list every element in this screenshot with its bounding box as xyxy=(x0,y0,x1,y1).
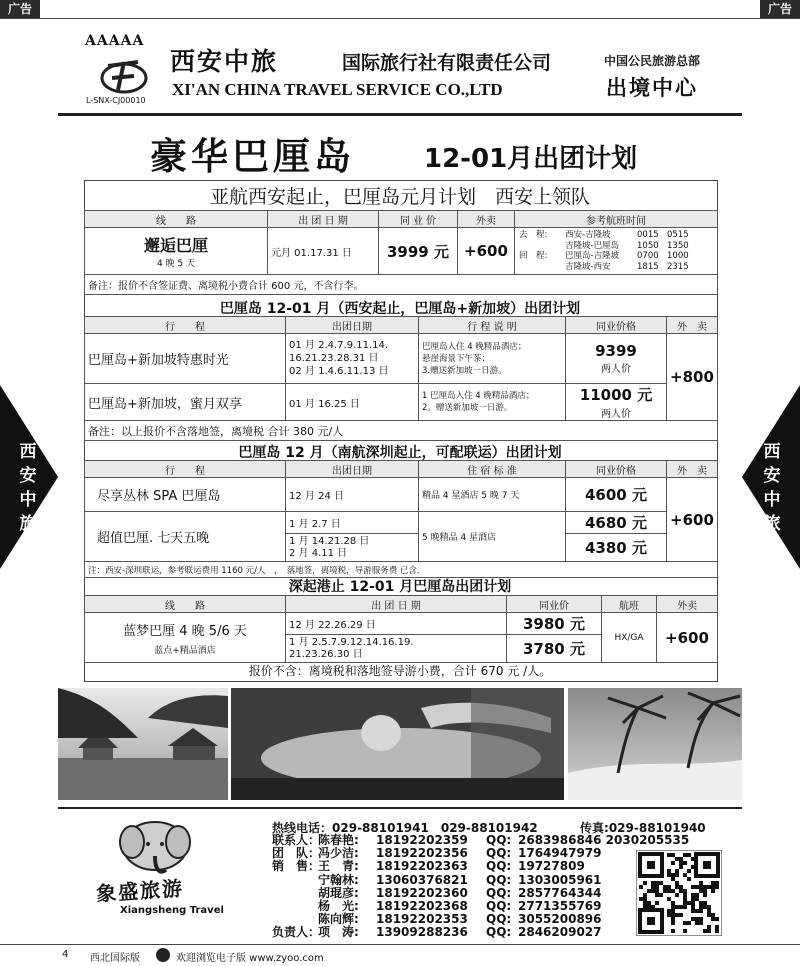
side-label-right: 西安中旅 xyxy=(763,442,781,534)
contact-qq: 2846209027 xyxy=(518,925,602,940)
qr-module xyxy=(683,873,687,877)
photo-villa-pool xyxy=(58,688,228,800)
qr-module xyxy=(671,913,675,917)
sec4-table xyxy=(84,595,718,663)
qr-module xyxy=(651,889,655,893)
sec3-row2-route: 超值巴厘. 七天五晚 xyxy=(85,512,286,562)
qr-module xyxy=(679,889,683,893)
sec3-note: 注：西安-深圳联运，参考联运费用 1160 元/人 ， 落地签，离境税，导游服务费 已含. xyxy=(85,562,718,578)
qr-module xyxy=(703,893,707,897)
sec2-row2-route: 巴厘岛+新加坡，蜜月双享 xyxy=(85,384,286,421)
company-name-en: XI'AN CHINA TRAVEL SERVICE CO.,LTD xyxy=(172,80,503,99)
qr-module xyxy=(679,885,683,889)
sec4-extra: +600 xyxy=(657,613,718,663)
contact-phone: 18192202368 xyxy=(376,898,468,913)
sec3-row1-hotel: 精品 4 星酒店 5 晚 7 天 xyxy=(419,478,566,512)
contact-role: 负责人： xyxy=(272,925,321,940)
sec2-row1-price-unit: 两人价 xyxy=(601,364,631,375)
qr-module xyxy=(707,929,711,933)
qr-module xyxy=(715,885,719,889)
contact-row xyxy=(272,887,668,900)
dept-big: 出境中心 xyxy=(606,76,698,100)
flight-t2: 1000 xyxy=(667,251,689,261)
contact-role xyxy=(272,874,318,887)
contact-qq: 1303005961 xyxy=(518,872,602,887)
qr-module xyxy=(699,905,703,909)
qr-module xyxy=(695,909,699,913)
qr-module xyxy=(683,905,687,909)
flight-t1: 1815 xyxy=(637,261,659,272)
qr-module xyxy=(643,893,647,897)
contact-role xyxy=(272,887,318,900)
qr-module xyxy=(691,909,695,913)
sec2-row1-price-cell xyxy=(566,334,667,384)
qr-module xyxy=(675,857,679,861)
contact-name: 陈春艳: xyxy=(318,833,359,847)
contact-qq: 2771355769 xyxy=(518,898,602,913)
contact-phone: 13060376821 xyxy=(376,872,468,887)
qr-module xyxy=(695,893,699,897)
flight-label xyxy=(519,262,565,273)
photo-beach-palms xyxy=(568,688,742,800)
company-logo xyxy=(98,52,150,96)
sec2-row1-desc: 巴厘岛入住 4 晚精品酒店； 悬崖海景下午茶； 3.赠送新加坡一日游。 xyxy=(419,334,566,384)
qr-module xyxy=(667,913,671,917)
sec4-route-cell xyxy=(85,613,286,663)
qr-module xyxy=(647,889,651,893)
contact-qq-label: QQ: xyxy=(486,925,512,940)
sec4-route-sub: 蓝点+精品酒店 xyxy=(154,645,216,656)
qr-module xyxy=(699,921,703,925)
qr-module xyxy=(683,893,687,897)
contact-qq-label: QQ: xyxy=(486,859,512,874)
sec3-row1-price: 4600 元 xyxy=(566,478,667,512)
company-name-cn: 国际旅行社有限责任公司 xyxy=(342,52,552,74)
header-divider xyxy=(58,113,742,116)
sec2-header-route: 行 程 xyxy=(85,317,286,334)
qr-module xyxy=(671,929,675,933)
contact-phone: 13909288236 xyxy=(376,925,468,940)
qr-module xyxy=(691,885,695,889)
sec1-price: 3999 元 xyxy=(379,228,458,275)
agency-name: 象盛旅游 xyxy=(95,875,185,907)
qr-module xyxy=(671,853,675,857)
sec4-header-flight: 航班 xyxy=(602,596,657,613)
qr-module xyxy=(699,901,703,905)
qr-module xyxy=(687,853,691,857)
fax-label: 传真: xyxy=(580,821,609,835)
sec3-row2-date-a: 1 月 2.7 日 xyxy=(286,512,419,534)
contact-qq-label: QQ: xyxy=(486,898,512,913)
qr-module xyxy=(671,909,675,913)
sec3-header-route: 行 程 xyxy=(85,461,286,478)
qr-module xyxy=(691,893,695,897)
qr-module xyxy=(679,861,683,865)
rating: AAAAA xyxy=(85,33,145,49)
contact-row xyxy=(272,926,668,939)
contact-name: 杨 光: xyxy=(318,898,359,913)
sec4-date-b: 1 月 2.5.7.9.12.14.16.19. 21.23.26.30 日 xyxy=(286,635,507,663)
sec4-flight: HX/GA xyxy=(602,613,657,663)
qr-module xyxy=(683,929,687,933)
sec4-header-extra: 外卖 xyxy=(657,596,718,613)
qr-module xyxy=(667,909,671,913)
sec3-extra: +600 xyxy=(667,478,718,562)
sec3-row2-price-a: 4680 元 xyxy=(566,512,667,534)
qr-module xyxy=(699,909,703,913)
qr-module xyxy=(699,889,703,893)
qr-module xyxy=(683,901,687,905)
qr-module xyxy=(671,861,675,865)
flight-t2: 2315 xyxy=(667,261,689,272)
contact-name: 胡琨彦: xyxy=(318,885,359,900)
contact-role: 团 队： xyxy=(272,846,321,861)
qr-module xyxy=(703,901,707,905)
sec2-row1-route: 巴厘岛+新加坡特惠时光 xyxy=(85,334,286,384)
qr-module xyxy=(715,881,719,885)
sec2-note: 备注：以上报价不含落地签，离境税 合计 380 元/人 xyxy=(85,421,718,441)
qr-module xyxy=(715,925,719,929)
contact-name: 冯少洁: xyxy=(318,846,359,861)
sec2-row2-price: 11000 元 xyxy=(579,386,653,404)
sec2-table xyxy=(84,316,718,441)
qr-module xyxy=(683,897,687,901)
sec1-table xyxy=(84,210,718,295)
sec1-route-cell xyxy=(85,228,268,275)
sec4-header-price: 同业价 xyxy=(507,596,602,613)
qr-module xyxy=(667,885,671,889)
qr-module xyxy=(643,897,647,901)
qr-module xyxy=(695,921,699,925)
sec2-extra: +800 xyxy=(667,334,718,421)
qr-module xyxy=(687,877,691,881)
hotline-label: 热线电话： xyxy=(272,821,333,835)
sec2-header-desc: 行 程 说 明 xyxy=(419,317,566,334)
sec4-price-a: 3980 元 xyxy=(507,613,602,635)
qr-module xyxy=(679,865,683,869)
sec1-title: 亚航西安起止，巴厘岛元月计划 西安上领队 xyxy=(209,186,590,208)
sec2-row2-desc: 1 巴厘岛入住 4 晚精品酒店； 2。赠送新加坡一日游。 xyxy=(419,384,566,421)
contact-qq: 2683986846 2030205535 xyxy=(518,833,690,847)
main-title: 豪华巴厘岛 xyxy=(150,134,355,178)
contact-role xyxy=(272,900,318,913)
contact-qq: 2857764344 xyxy=(518,885,602,900)
sec2-row1-price: 9399 xyxy=(595,342,637,360)
contact-phone: 18192202359 xyxy=(376,833,468,847)
sec1-duration: 4 晚 5 天 xyxy=(156,259,196,269)
sec1-header-price: 同 业 价 xyxy=(379,211,458,228)
license-code: L-SNX-CJ00010 xyxy=(86,96,146,105)
qr-module xyxy=(711,889,715,893)
flight-t1: 0015 xyxy=(637,230,659,240)
contact-role: 销 售： xyxy=(272,859,321,874)
qr-module xyxy=(671,889,675,893)
qr-module xyxy=(687,901,691,905)
qr-module xyxy=(703,889,707,893)
contact-list xyxy=(272,833,690,940)
qr-module xyxy=(683,853,687,857)
footer-divider xyxy=(0,944,800,945)
flight-seg: 巴厘岛-吉隆坡 xyxy=(565,251,620,261)
ad-tag-left: 广告 xyxy=(0,0,40,18)
qr-module xyxy=(695,917,699,921)
contact-role: 联系人： xyxy=(272,833,321,847)
sec4-header-route: 线 路 xyxy=(85,596,286,613)
sec2-row2-price-cell xyxy=(566,384,667,421)
side-label-left: 西安中旅 xyxy=(19,442,37,534)
company-brand: 西安中旅 xyxy=(170,47,279,76)
flight-row xyxy=(519,230,713,241)
qr-module xyxy=(671,921,675,925)
qr-module xyxy=(699,917,703,921)
flight-label: 去 程: xyxy=(519,230,548,240)
qr-module xyxy=(695,897,699,901)
contact-qq-label: QQ: xyxy=(486,885,512,900)
qr-module xyxy=(675,885,679,889)
sec1-header-dates: 出 团 日 期 xyxy=(268,211,379,228)
ad-tag-right: 广告 xyxy=(760,0,800,18)
qr-module xyxy=(667,853,671,857)
qr-module xyxy=(643,901,647,905)
sec4-date-a: 12 月 22.26.29 日 xyxy=(286,613,507,635)
sec2-header-dates: 出团日期 xyxy=(286,317,419,334)
sec2-header-extra: 外 卖 xyxy=(667,317,718,334)
qr-module xyxy=(655,893,659,897)
qr-module xyxy=(711,885,715,889)
contact-phone: 18192202360 xyxy=(376,885,468,900)
qr-module xyxy=(679,905,683,909)
sec2-header-price: 同业价格 xyxy=(566,317,667,334)
dept-small: 中国公民旅游总部 xyxy=(604,54,701,68)
qr-module xyxy=(671,877,675,881)
agency-name-en: Xiangsheng Travel xyxy=(120,905,224,916)
contact-phone: 18192202353 xyxy=(376,912,468,927)
qr-module xyxy=(671,917,675,921)
qr-module xyxy=(691,901,695,905)
qr-module xyxy=(643,881,647,885)
qr-module xyxy=(675,881,679,885)
qr-module xyxy=(639,897,643,901)
qr-module xyxy=(667,889,671,893)
sec3-title: 巴厘岛 12 月（南航深圳起止，可配联运）出团计划 xyxy=(238,445,562,461)
footer-page-number: 4 xyxy=(62,949,69,960)
qr-module xyxy=(691,897,695,901)
contact-qq: 3055200896 xyxy=(518,912,602,927)
sec3-row2-hotel: 5 晚精品 4 星酒店 xyxy=(419,512,566,562)
flight-seg: 西安-吉隆坡 xyxy=(565,230,611,240)
qr-module xyxy=(655,901,659,905)
qr-module xyxy=(651,881,655,885)
sec3-header-hotel: 住 宿 标 准 xyxy=(419,461,566,478)
sec4-header-dates: 出 团 日 期 xyxy=(286,596,507,613)
qr-module xyxy=(647,901,651,905)
qr-module xyxy=(683,889,687,893)
qr-module xyxy=(707,885,711,889)
qr-module xyxy=(655,881,659,885)
qr-module xyxy=(655,885,659,889)
contact-phone: 18192202363 xyxy=(376,859,468,874)
hotline-number: 029-88101941 029-88101942 xyxy=(332,821,538,835)
flight-t2: 0515 xyxy=(667,230,689,240)
sec3-table xyxy=(84,460,718,578)
photo-spa-massage xyxy=(231,688,564,800)
qr-module xyxy=(707,913,711,917)
contact-name: 项 涛: xyxy=(318,925,359,940)
qr-module xyxy=(691,905,695,909)
sec2-row2-price-unit: 两人价 xyxy=(601,409,631,420)
contact-qq: 1764947979 xyxy=(518,846,602,861)
footer-text[interactable]: 欢迎浏览电子版 www.zyoo.com xyxy=(176,953,324,964)
qr-module xyxy=(639,885,643,889)
qr-module xyxy=(703,929,707,933)
sec4-price-b: 3780 元 xyxy=(507,635,602,663)
contact-qq-label: QQ: xyxy=(486,833,512,847)
qr-module xyxy=(659,893,663,897)
qr-module xyxy=(679,913,683,917)
qr-module xyxy=(703,905,707,909)
qr-module xyxy=(675,905,679,909)
contact-phone: 18192202356 xyxy=(376,846,468,861)
sec3-row1-route: 尽享丛林 SPA 巴厘岛 xyxy=(85,478,286,512)
contact-divider xyxy=(58,807,742,809)
sec4-route: 蓝梦巴厘 4 晚 5/6 天 xyxy=(123,623,247,639)
flight-t1: 1050 xyxy=(637,240,659,251)
sec1-header-route: 线 路 xyxy=(85,211,268,228)
sec1-header-extra: 外卖 xyxy=(458,211,515,228)
qr-module xyxy=(699,881,703,885)
sec1-note: 备注：报价不含签证费、离境税小费合计 600 元，不含行李。 xyxy=(85,275,718,295)
sec1-extra: +600 xyxy=(458,228,515,275)
contact-name: 陈向辉: xyxy=(318,912,359,927)
footer-logo-icon xyxy=(156,948,170,962)
qr-code[interactable] xyxy=(636,850,722,936)
qr-module xyxy=(667,873,671,877)
flight-seg: 吉隆坡-巴厘岛 xyxy=(565,240,620,251)
qr-module xyxy=(679,857,683,861)
sec3-header-price: 同业价格 xyxy=(566,461,667,478)
qr-module xyxy=(711,881,715,885)
qr-module xyxy=(699,885,703,889)
contact-row xyxy=(272,860,668,873)
qr-module xyxy=(707,905,711,909)
qr-module xyxy=(671,905,675,909)
contact-name: 王 青: xyxy=(318,859,359,874)
qr-module xyxy=(671,901,675,905)
sec4-note: 报价不含：离境税和落地签导游小费，合计 670 元 /人。 xyxy=(248,664,552,678)
qr-module xyxy=(707,909,711,913)
contact-name: 宁翰林: xyxy=(318,872,359,887)
sec3-header-extra: 外 卖 xyxy=(667,461,718,478)
contact-qq: 19727809 xyxy=(518,859,585,874)
contact-qq-label: QQ: xyxy=(486,912,512,927)
flight-seg: 吉隆坡-西安 xyxy=(565,261,611,272)
qr-module xyxy=(675,893,679,897)
qr-module xyxy=(663,889,667,893)
sec2-row1-dates: 01 月 2.4.7.9.11.14. 16.21.23.28.31 日 02 月 1.4.6.11.13 日 xyxy=(286,334,419,384)
qr-module xyxy=(711,913,715,917)
qr-module xyxy=(691,917,695,921)
qr-module xyxy=(655,889,659,893)
flight-t2: 1350 xyxy=(667,240,689,251)
qr-module xyxy=(695,885,699,889)
qr-module xyxy=(671,873,675,877)
flight-row xyxy=(519,251,713,262)
qr-module xyxy=(663,885,667,889)
qr-module xyxy=(687,869,691,873)
sec3-row2-date-b: 1 月 14.21.28 日 2 月 4.11 日 xyxy=(286,534,419,562)
sec2-row2-dates: 01 月 16.25 日 xyxy=(286,384,419,421)
sec1-header-flights: 参考航班时间 xyxy=(515,211,718,228)
qr-module xyxy=(703,885,707,889)
qr-module xyxy=(715,929,719,933)
qr-module xyxy=(715,917,719,921)
main-subtitle: 12-01月出团计划 xyxy=(424,144,638,174)
sec4-title: 深起港止 12-01 月巴厘岛出团计划 xyxy=(288,579,512,595)
qr-module xyxy=(651,885,655,889)
sec1-route: 邂逅巴厘 xyxy=(143,236,208,255)
qr-module xyxy=(667,869,671,873)
flight-label: 回 程: xyxy=(519,251,548,261)
top-divider xyxy=(0,18,800,19)
sec1-dates: 元月 01.17.31 日 xyxy=(268,228,379,275)
sec1-flights xyxy=(515,228,718,275)
qr-module xyxy=(683,921,687,925)
flight-t1: 0700 xyxy=(637,251,659,261)
qr-module xyxy=(683,861,687,865)
qr-module xyxy=(707,925,711,929)
fax-number: 029-88101940 xyxy=(608,821,706,835)
qr-module xyxy=(711,917,715,921)
qr-module xyxy=(675,869,679,873)
flight-label xyxy=(519,241,565,252)
qr-module xyxy=(675,873,679,877)
contact-qq-label: QQ: xyxy=(486,872,512,887)
flight-row xyxy=(519,262,713,273)
qr-module xyxy=(675,913,679,917)
sec3-row2-price-b: 4380 元 xyxy=(566,534,667,562)
sec3-row1-date: 12 月 24 日 xyxy=(286,478,419,512)
qr-module xyxy=(667,897,671,901)
contact-row xyxy=(272,874,668,887)
contact-qq-label: QQ: xyxy=(486,846,512,861)
qr-module xyxy=(687,921,691,925)
sec3-header-dates: 出团日期 xyxy=(286,461,419,478)
qr-module xyxy=(659,881,663,885)
flight-row xyxy=(519,241,713,252)
footer-section: 西北国际版 xyxy=(90,953,140,964)
sec2-title: 巴厘岛 12-01 月（西安起止，巴厘岛+新加坡）出团计划 xyxy=(219,301,581,317)
